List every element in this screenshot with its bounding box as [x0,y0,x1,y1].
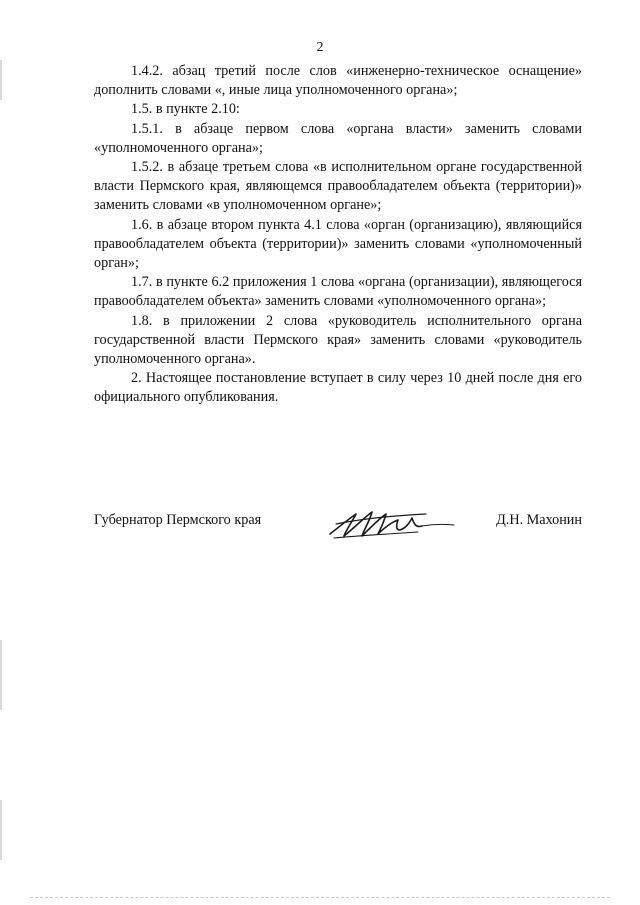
paragraph-1-8: 1.8. в приложении 2 слова «руководитель исполнительного органа государственной власти Пермского края» заменить словами «руководитель уполномоченного органа». [94,312,582,368]
handwritten-signature [326,504,456,544]
paragraph-1-6: 1.6. в абзаце втором пункта 4.1 слова «орган (организацию), являющийся правообладателем объекта (территории)» заменить словами «уполномоченный орган»; [94,216,582,272]
paragraph-2: 2. Настоящее постановление вступает в силу через 10 дней после дня его официального опубликования. [94,370,582,406]
scan-edge-mark [0,640,2,710]
scan-bottom-marks [30,897,610,900]
scan-edge-mark [0,60,2,100]
paragraph-1-7: 1.7. в пункте 6.2 приложения 1 слова «органа (организации), являющегося правообладателем объекта» заменить словами «уполномоченного органа»; [94,274,582,310]
signatory-name: Д.Н. Махонин [496,512,582,528]
paragraph-1-5-2: 1.5.2. в абзаце третьем слова «в исполнительном органе государственной власти Пермского края, являющемся правообладателем объекта (территории)» заменить словами «в уполномоченном органе»; [94,159,582,214]
paragraph-1-5: 1.5. в пункте 2.10: [131,101,240,118]
paragraph-1-4-2: 1.4.2. абзац третий после слов «инженерно-техническое оснащение» дополнить словами «, иные лица уполномоченного органа»; [94,63,582,99]
paragraph-1-5-1: 1.5.1. в абзаце первом слова «органа власти» заменить словами «уполномоченного органа»; [94,120,582,156]
document-body [94,62,582,408]
signatory-position: Губернатор Пермского края [94,512,262,528]
scan-edge-mark [0,800,2,860]
signature-block [94,510,582,546]
page-number: 2 [316,40,324,55]
